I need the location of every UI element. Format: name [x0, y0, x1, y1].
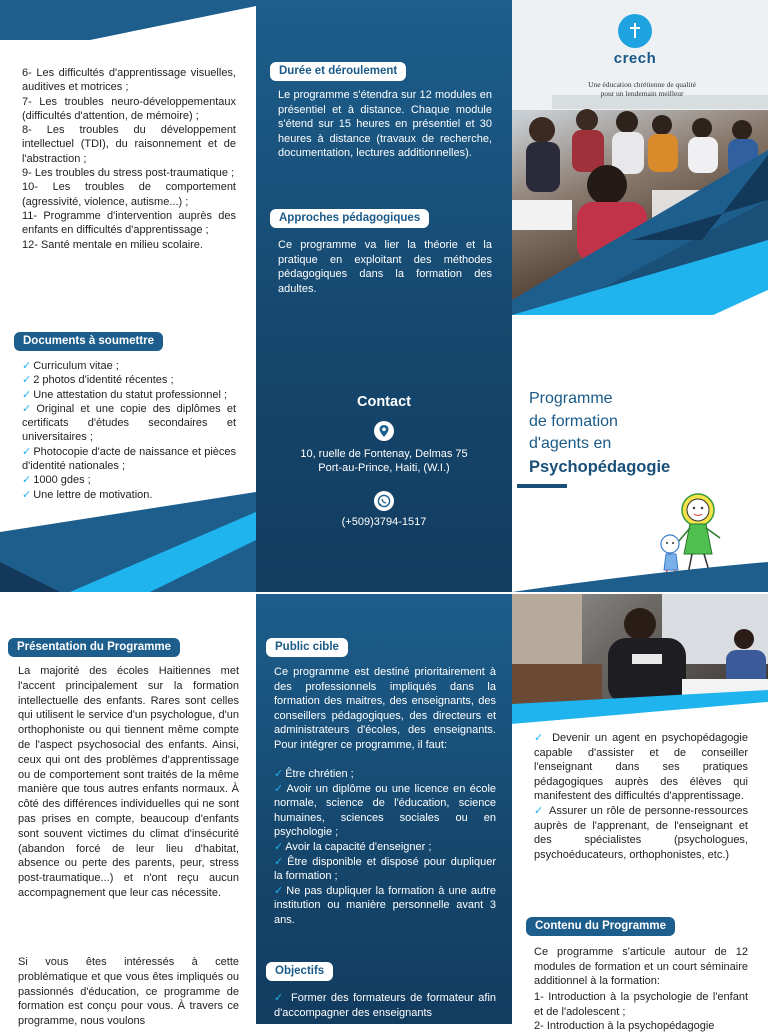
criteria-item: ✓ Être disponible et disposé pour dupliquer la formation ; — [274, 855, 496, 883]
criteria-item: ✓ Ne pas dupliquer la formation à une autre institution ou manière personnelle avant 3 ans. — [274, 884, 496, 926]
top-corner-decoration — [0, 0, 256, 40]
logo-tagline: Une éducation chrétienne de qualité pour un lendemain meilleur — [588, 80, 696, 98]
approches-text: Ce programme va lier la théorie et la pratique en exploitant des méthodes pédagogiques dans la formation des adultes. — [278, 239, 492, 295]
contenu-text: Ce programme s'articule autour de 12 modules de formation et un court séminaire additionnel à la formation: — [534, 946, 748, 988]
criteria-item: ✓ Avoir un diplôme ou une licence en école normale, science de l'éducation, science humaines, sciences sociales ou en psychologie ; — [274, 782, 497, 839]
title-line-1: Programme — [529, 390, 613, 407]
panel-program-list — [0, 0, 256, 592]
check-icon: ✓ — [274, 992, 285, 1004]
title-line-2: de formation — [529, 412, 618, 430]
public-text: Ce programme est destiné prioritairement à des professionnels impliqués dans la formation des maitres, des enseignants, des conseillers pédagogiques, des directeurs et administrateurs d'écoles, des enseignants. Pour intégrer ce programme, il faut: — [274, 666, 496, 751]
panel-goals — [512, 594, 768, 1032]
check-icon: ✓ — [274, 840, 284, 853]
address — [256, 447, 512, 475]
goals-list — [534, 731, 748, 862]
contenu-item: 1- Introduction à la psychologie de l'enfant et de l'adolescent ; — [534, 991, 748, 1018]
panel-public-cible — [256, 594, 512, 1024]
module-list — [22, 66, 236, 252]
documents-heading: Documents à soumettre — [14, 332, 163, 351]
location-icon — [374, 421, 394, 441]
criteria-item: ✓ Avoir la capacité d'enseigner ; — [274, 840, 432, 853]
bottom-wave-decoration — [0, 492, 256, 592]
module-item: 12- Santé mentale en milieu scolaire. — [22, 238, 203, 251]
criteria-list — [274, 767, 496, 928]
module-item: 8- Les troubles du développement intellectuel (TDI), du raisonnement et de l'abstraction ; — [22, 124, 236, 165]
whatsapp-icon — [374, 491, 394, 511]
check-icon: ✓ — [274, 782, 285, 795]
panel-details — [256, 0, 512, 592]
contenu-heading: Contenu du Programme — [526, 917, 675, 936]
check-icon: ✓ — [274, 884, 285, 897]
check-icon: ✓ — [22, 402, 35, 415]
module-item: 11- Programme d'intervention auprès des enfants en difficultés d'apprentissage ; — [22, 209, 236, 237]
documents-list — [22, 359, 236, 502]
duree-heading: Durée et déroulement — [270, 62, 406, 81]
check-icon: ✓ — [22, 374, 32, 387]
presentation-paragraph-2: Si vous êtes intéressés à cette problématique et que vous êtes impliqués ou passionnés d'éducation, ce programme de formation est conçu pour vous. À travers ce programme, nous voulons — [18, 956, 239, 1028]
check-icon: ✓ — [22, 360, 32, 372]
document-item: ✓ Une lettre de motivation. — [22, 488, 153, 501]
objectif-item: ✓ Former des formateurs de formateur afin d'accompagner des enseignants — [274, 992, 497, 1019]
check-icon: ✓ — [22, 488, 32, 501]
participant-photo — [512, 594, 768, 704]
cover-bottom-wave — [512, 562, 768, 592]
title-line-3: d'agents en — [529, 435, 612, 452]
approches-heading: Approches pédagogiques — [270, 209, 429, 228]
document-item: ✓ Une attestation du statut professionnel ; — [22, 388, 228, 401]
address-line-2: Port-au-Prince, Haiti, (W.I.) — [318, 462, 450, 474]
criteria-item: ✓ Être chrétien ; — [274, 768, 354, 780]
check-icon: ✓ — [534, 804, 544, 817]
panel-presentation — [0, 594, 256, 1028]
contact-heading: Contact — [357, 394, 411, 410]
check-icon: ✓ — [22, 474, 32, 487]
module-item: 10- Les troubles de comportement (agressivité, violence, autisme...) ; — [22, 181, 236, 208]
participant-photo-scene — [512, 594, 768, 704]
phone-number: (+509)3794-1517 — [341, 516, 427, 528]
presentation-paragraph-1: La majorité des écoles Haitiennes met l'accent principalement sur la formation intellectuelle des enfants. Rares sont celles qui utilisent le service d'un psychologue, d'un orthophoniste ou qui tiennent même compte de l'aspect psychosocial des enfants. Ainsi, ceux qui ont des problèmes d'apprentissage ou de comportement sont traités de la même manière que tous autres enfants normaux. À côté des différences individuelles qui ne sont pas prises en compte, beaucoup d'enfants sont souvent victimes du climat d'insécurité (abandon forcé de leur lieu d'habitat, absence ou perte des parents, peur, stress post-traumatique...) et n'ont reçu aucun accompagnement que leur cas nécessite. — [18, 665, 239, 899]
check-icon: ✓ — [22, 388, 32, 401]
cover-title — [529, 388, 759, 478]
logo-cross-icon — [618, 14, 652, 48]
panel-cover — [512, 0, 768, 592]
document-item: ✓ 2 photos d'identité récentes ; — [22, 374, 174, 387]
public-heading: Public cible — [266, 638, 348, 657]
goal-item: ✓ Devenir un agent en psychopédagogie capable d'assister et de conseiller l'enseignant dans ses pratiques pédagogiques auprès des élèves qui manifestent des difficultés d'apprentissage. — [534, 732, 748, 803]
document-item: ✓ Original et une copie des diplômes et certificats d'études secondaires et universitaires ; — [22, 402, 237, 444]
check-icon: ✓ — [274, 768, 284, 780]
module-item: 6- Les difficultés d'apprentissage visuelles, auditives et motrices ; — [22, 67, 236, 94]
objectifs-heading: Objectifs — [266, 962, 333, 981]
presentation-heading: Présentation du Programme — [8, 638, 180, 657]
cover-diagonal-decoration — [512, 140, 768, 380]
contenu-item: 2- Introduction à la psychopédagogie — [534, 1020, 715, 1032]
title-underline — [517, 484, 567, 488]
title-bold: Psychopédagogie — [529, 457, 671, 476]
module-item: 7- Les troubles neuro-développementaux (difficultés d'attention, de mémoire) ; — [22, 95, 236, 122]
address-line-1: 10, ruelle de Fontenay, Delmas 75 — [300, 448, 468, 460]
duree-text: Le programme s'étendra sur 12 modules en présentiel et à distance. Chaque module s'étend sur 15 heures en présentiel et 30 heures à distance (travaux de recherche, documentation, lectures additionnelles). — [278, 89, 492, 160]
photo-diagonal-decoration — [512, 690, 768, 730]
logo-wordmark: crech — [613, 50, 657, 67]
module-item: 9- Les troubles du stress post-traumatique ; — [22, 167, 235, 180]
check-icon: ✓ — [22, 445, 32, 458]
document-item: ✓ 1000 gdes ; — [22, 474, 91, 487]
check-icon: ✓ — [274, 855, 286, 868]
check-icon: ✓ — [534, 732, 546, 744]
goal-item: ✓ Assurer un rôle de personne-ressources auprès de l'apprenant, de l'enseignant et des spécialistes (psychologues, psychoéducateurs, orthophonistes, etc.) — [534, 804, 749, 861]
document-item: ✓ Photocopie d'acte de naissance et pièces d'identité nationales ; — [22, 445, 237, 473]
document-item: ✓ Curriculum vitae ; — [22, 360, 119, 372]
